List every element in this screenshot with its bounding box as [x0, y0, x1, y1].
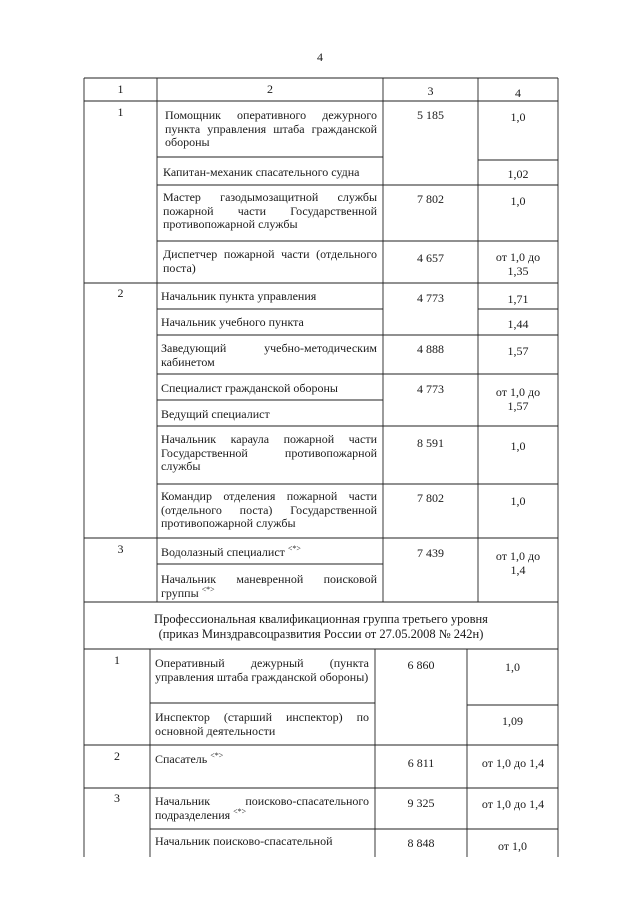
position-title: Водолазный специалист <*> [161, 544, 301, 559]
header-col-3: 3 [427, 84, 434, 98]
group-number: 1 [117, 105, 124, 119]
footnote-mark: <*> [210, 751, 224, 760]
position-title: Специалист гражданской обороны [161, 381, 338, 395]
coefficient: от 1,0 до 1,4 [481, 797, 545, 811]
base-salary: 4 773 [417, 382, 444, 396]
footnote-mark: <*> [201, 584, 215, 594]
position-title: Оперативный дежурный (пункта управления штаба гражданской обороны) [155, 656, 369, 684]
coefficient: от 1,0 [497, 839, 528, 853]
header-col-1: 1 [117, 82, 124, 96]
page-number: 4 [317, 50, 323, 64]
coefficient: 1,09 [502, 714, 523, 728]
group-number: 2 [114, 749, 120, 763]
position-title: Ведущий специалист [161, 407, 270, 421]
group-number: 3 [114, 791, 120, 805]
group-number: 1 [114, 653, 120, 667]
base-salary: 4 773 [417, 291, 444, 305]
position-title: Инспектор (старший инспектор) по основной деятельности [155, 710, 369, 738]
position-title: Капитан-механик спасательного судна [163, 165, 360, 179]
coefficient: 1,71 [507, 292, 529, 306]
base-salary: 9 325 [407, 796, 435, 810]
coefficient: 1,0 [510, 194, 526, 208]
section-title-order: (приказ Минздравсоцразвития России от 27.05.2008 № 242н) [158, 627, 484, 641]
coefficient: от 1,0 до 1,4 [481, 756, 545, 770]
coefficient: 1,0 [510, 110, 526, 124]
base-salary: 6 860 [407, 658, 435, 672]
base-salary: 7 802 [417, 192, 444, 206]
coefficient: 1,02 [507, 167, 529, 181]
base-salary: 4 888 [417, 342, 444, 356]
position-title: Начальник караула пожарной части Государственной противопожарной службы [161, 432, 377, 474]
coefficient: 1,57 [507, 344, 529, 358]
position-title: Мастер газодымозащитной службы пожарной части Государственной противопожарной службы [163, 190, 377, 232]
header-col-4: 4 [515, 86, 521, 100]
base-salary: 5 185 [417, 108, 444, 122]
position-title: Диспетчер пожарной части (отдельного поста) [163, 247, 377, 275]
base-salary: 7 802 [417, 491, 444, 505]
coefficient: 1,0 [510, 494, 526, 508]
position-title: Начальник учебного пункта [161, 315, 304, 329]
coefficient: от 1,0 до 1,4 [495, 549, 541, 577]
base-salary: 8 848 [407, 836, 435, 850]
section-title: Профессиональная квалификационная группа третьего уровня [154, 612, 488, 626]
header-col-2: 2 [267, 82, 273, 96]
position-title: Начальник пункта управления [161, 289, 317, 303]
base-salary: 7 439 [417, 546, 444, 560]
group-number: 2 [117, 286, 124, 300]
coefficient: от 1,0 до 1,57 [495, 385, 541, 413]
coefficient: от 1,0 до 1,35 [495, 250, 541, 278]
position-title: Спасатель <*> [155, 751, 224, 766]
base-salary: 8 591 [417, 436, 444, 450]
coefficient: 1,44 [507, 317, 529, 331]
base-salary: 4 657 [417, 251, 444, 265]
footnote-mark: <*> [233, 806, 247, 816]
base-salary: 6 811 [407, 756, 435, 770]
position-title: Командир отделения пожарной части (отдельного поста) Государственной противопожарной службы [161, 489, 377, 531]
position-title: Начальник поисково-спасательного подразделения <*> [155, 794, 369, 822]
position-title: Начальник маневренной поисковой группы <*> [161, 572, 377, 600]
position-title: Помощник оперативного дежурного пункта управления штаба гражданской обороны [165, 108, 377, 150]
position-title: Начальник поисково-спасательной [155, 834, 333, 848]
coefficient: 1,0 [510, 439, 526, 453]
group-number: 3 [117, 542, 124, 556]
coefficient: 1,0 [505, 660, 520, 674]
footnote-mark: <*> [287, 544, 301, 553]
position-title: Заведующий учебно-методическим кабинетом [161, 341, 377, 369]
